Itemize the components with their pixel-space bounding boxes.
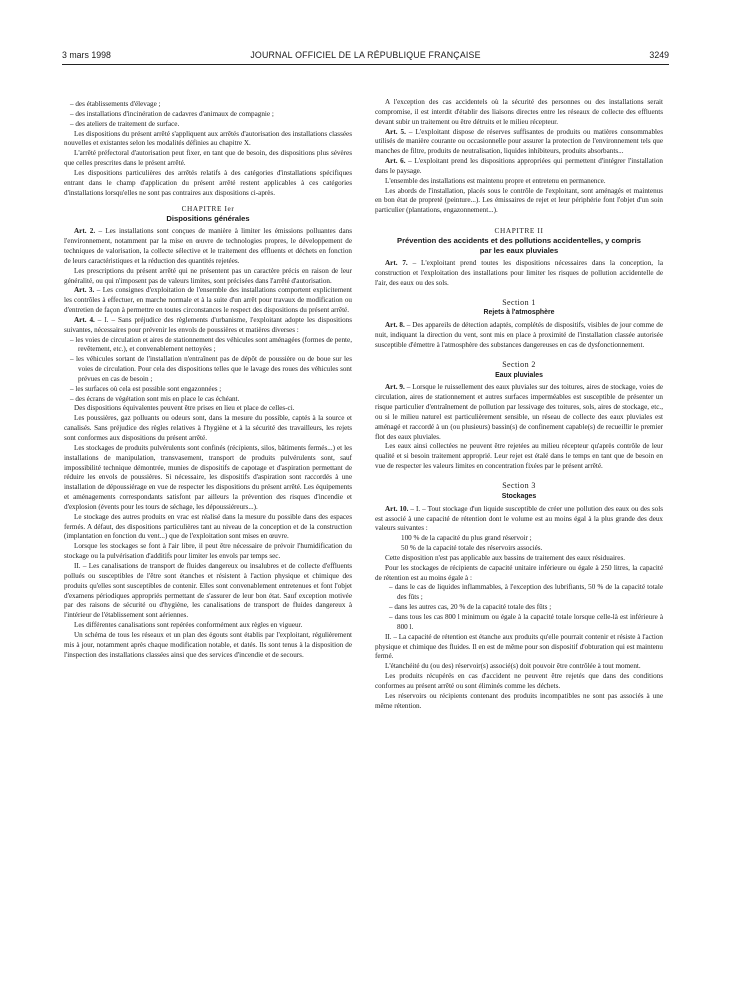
paragraph: Les dispositions particulières des arrêtés relatifs à des catégories d'installations spécifiques entrant dans le champ d'application du présent arrêté restent applicables à ces catégories d'installations lorsqu'elles ne sont pas contraires aux dispositions ci-après. xyxy=(64,168,352,197)
paragraph: Les eaux ainsi collectées ne peuvent être rejetées au milieu récepteur qu'après contrôle de leur qualité et si besoin traitement approprié. Leur rejet est étalé dans le temps en tant que de besoin en vue de respecter les valeurs limites en concentration fixées par le présent arrêté. xyxy=(375,442,663,471)
article-text: – I. – Sans préjudice des règlements d'urbanisme, l'exploitant adopte les dispositions suivantes, nécessaires pour prévenir les envols de poussières et matières diverses : xyxy=(64,315,352,334)
header-journal-title: JOURNAL OFFICIEL DE LA RÉPUBLIQUE FRANÇAISE xyxy=(250,50,481,60)
paragraph: Les stockages de produits pulvérulents sont confinés (récipients, silos, bâtiments fermés...) et les installations de manipulation, transvasement, transport de produits pulvérulents sont, sauf impossibilité technique démontrée, munies de dispositifs de capotage et d'aspiration permettant de réduire les envols de poussières. Si nécessaire, les dispositifs d'aspiration sont raccordés à une installation de dépoussiérage en vue de respecter les dispositions du présent arrêté. Les équipements et aménagements correspondants satisfont par ailleurs la prévention des risques d'incendie et d'explosion (évents pour les tours de séchage, les dépoussiéreurs...). xyxy=(64,443,352,511)
page-header xyxy=(62,48,669,65)
percentage-item: 100 % de la capacité du plus grand réservoir ; xyxy=(401,534,532,543)
section-heading: Section 3 xyxy=(502,481,536,490)
chapter-heading: CHAPITRE Ier xyxy=(181,204,235,214)
article-text: – L'exploitant prend toutes les dispositions nécessaires dans la conception, la construction et l'exploitation des installations pour limiter les risques de pollution accidentelle de l'air, des eaux ou des sols. xyxy=(375,258,663,287)
article-text: – Les consignes d'exploitation de l'ensemble des installations comportent explicitement les contrôles à effectuer, en marche normale et à la suite d'un arrêt pour travaux de modification ou d'entretien de façon à permettre en toutes circonstances le respect des dispositions du présent arrêté. xyxy=(64,286,352,315)
paragraph: A l'exception des cas accidentels où la sécurité des personnes ou des installations serait compromise, il est interdit d'établir des liaisons directes entre les réseaux de collecte des effluents devant subir un traitement ou être détruits et le milieu récepteur. xyxy=(375,98,663,126)
header-date: 3 mars 1998 xyxy=(62,50,111,60)
article-text: – I. – Tout stockage d'un liquide susceptible de créer une pollution des eaux ou des sols est associé à une capacité de rétention dont le volume est au moins égal à la plus grande des deux valeurs suivantes : xyxy=(375,504,664,533)
section-title: Stockages xyxy=(501,492,537,500)
paragraph: Lorsque les stockages se font à l'air libre, il peut être nécessaire de prévoir l'humidification du stockage ou la pulvérisation d'additifs pour limiter les envols par temps sec. xyxy=(64,542,352,561)
article-text: – L'exploitant prend les dispositions appropriées qui permettent d'intégrer l'installation dans le paysage. xyxy=(375,157,663,175)
article-text: – Les installations sont conçues de manière à limiter les émissions polluantes dans l'environnement, notamment par la mise en œuvre de technologies propres, le développement de techniques de valorisation, la collecte sélective et le traitement des effluents et déchets en fonction de leurs caractéristiques et la réduction des quantités rejetées. xyxy=(64,227,352,265)
article-2 xyxy=(64,227,352,266)
article-label: Art. 4. xyxy=(74,315,95,324)
chapter-heading: CHAPITRE II xyxy=(494,226,544,236)
article-label: Art. 7. xyxy=(385,258,408,267)
section-heading: Section 1 xyxy=(502,297,536,307)
paragraph: L'étanchéité du (ou des) réservoir(s) associé(s) doit pouvoir être contrôlée à tout moment. xyxy=(385,662,641,671)
right-column xyxy=(375,98,663,711)
article-9 xyxy=(375,383,663,442)
article-3 xyxy=(64,286,352,316)
article-8 xyxy=(375,321,663,351)
paragraph: Les prescriptions du présent arrêté qui ne présentent pas un caractère précis en raison de leur généralité, ou qui n'imposent pas de valeurs limites, sont précisées dans l'arrêté d'autorisation. xyxy=(64,266,352,285)
bullet-item: – les surfaces où cela est possible sont engazonnées ; xyxy=(70,384,222,393)
article-7 xyxy=(375,259,663,289)
article-label: Art. 5. xyxy=(385,127,406,136)
paragraph: Un schéma de tous les réseaux et un plan des égouts sont établis par l'exploitant, régulièrement mis à jour, notamment après chaque modification notable, et datés. Ils sont tenus à la disposition de l'inspection des installations classées ainsi que des services d'incendie et de secours. xyxy=(64,630,352,659)
paragraph: L'arrêté préfectoral d'autorisation peut fixer, en tant que de besoin, des dispositions plus sévères que celles prescrites dans le présent arrêté. xyxy=(64,149,352,168)
percentage-item: 50 % de la capacité totale des réservoirs associés. xyxy=(401,544,543,553)
left-column xyxy=(64,100,352,660)
chapter-title: Dispositions générales xyxy=(166,214,250,224)
bullet-item: – dans tous les cas 800 l minimum ou égale à la capacité totale lorsque celle-là est inférieure à 800 l. xyxy=(389,612,663,631)
bullet-elevage: – des établissements d'élevage ; xyxy=(70,100,161,108)
section-heading: Section 2 xyxy=(502,359,536,369)
paragraph: Cette disposition n'est pas applicable aux bassins de traitement des eaux résiduaires. xyxy=(385,553,626,562)
paragraph: II. – La capacité de rétention est étanche aux produits qu'elle pourrait contenir et résiste à l'action physique et chimique des fluides. Il en est de même pour son dispositif d'obturation qui est maintenu fermé. xyxy=(375,632,663,661)
article-label: Art. 2. xyxy=(74,227,96,236)
article-text: – L'exploitant dispose de réserves suffisantes de produits ou matières consommables utilisés de manière courante ou occasionnelle pour assurer la protection de l'environnement tels que manches de filtre, produits de neutralisation, liquides inhibiteurs, produits absorbants... xyxy=(375,127,663,156)
article-10 xyxy=(375,505,663,535)
article-text: – Des appareils de détection adaptés, complétés de dispositifs, visibles de jour comme de nuit, indiquant la direction du vent, sont mis en place à proximité de l'installation classée autorisée susceptible d'émettre à l'atmosphère des substances dangereuses en cas de dysfonctionnement. xyxy=(375,321,663,349)
paragraph: Des dispositions équivalentes peuvent être prises en lieu et place de celles-ci. xyxy=(74,404,295,413)
bullet-item: – dans le cas de liquides inflammables, à l'exception des lubrifiants, 50 % de la capacité totale des fûts ; xyxy=(389,583,663,602)
article-label: Art. 10. xyxy=(385,504,409,513)
article-label: Art. 9. xyxy=(385,383,405,392)
paragraph: Le stockage des autres produits en vrac est réalisé dans la mesure du possible dans des espaces fermés. A défaut, des dispositions particulières tant au niveau de la conception et de la construction (implantation en fonction du vent...) que de l'exploitation sont mises en œuvre. xyxy=(64,512,352,541)
article-label: Art. 8. xyxy=(385,321,405,330)
article-label: Art. 6. xyxy=(385,157,406,166)
paragraph: Les différentes canalisations sont repérées conformément aux règles en vigueur. xyxy=(74,621,303,630)
section-title: Eaux pluviales xyxy=(495,371,543,379)
bullet-ateliers: – des ateliers de traitement de surface. xyxy=(70,119,180,128)
article-text: – Lorsque le ruissellement des eaux pluviales sur des toitures, aires de stockage, voies de circulation, aires de stationnement et autres surfaces imperméables est susceptible de présenter un risque particulier d'entraînement de pollution par lessivage des toitures, sols, aires de stockage, etc., ou si le milieu naturel est particulièrement sensible, un réseau de collecte des eaux pluviales est aménagé et raccordé à un (ou plusieurs) bassin(s) de confinement capable(s) de recueillir le premier flot des eaux pluviales. xyxy=(375,383,663,441)
header-page-number: 3249 xyxy=(649,50,669,60)
bullet-item: – dans les autres cas, 20 % de la capacité totale des fûts ; xyxy=(389,603,552,612)
paragraph: II. – Les canalisations de transport de fluides dangereux ou insalubres et de collecte d'effluents pollués ou susceptibles de l'être sont étanches et résistent à l'action physique et chimique des produits qu'elles sont susceptibles de contenir. Elles sont convenablement entretenues et font l'objet d'examens périodiques appropriés permettant de s'assurer de leur bon état. Sauf exception motivée par des raisons de sécurité ou d'hygiène, les canalisations de transport de fluides dangereux à l'intérieur de l'établissement sont aériennes. xyxy=(64,561,352,620)
paragraph: Les dispositions du présent arrêté s'appliquent aux arrêtés d'autorisation des installations classées nouvelles et existantes selon les modalités définies au chapitre X. xyxy=(64,129,352,148)
paragraph: Les abords de l'installation, placés sous le contrôle de l'exploitant, sont aménagés et maintenus en bon état de propreté (peinture...). Les émissaires de rejet et leur périphérie font l'objet d'un soin particulier (plantations, engazonnement...). xyxy=(375,186,663,215)
chapter-title: Prévention des accidents et des pollutions accidentelles, y compris par les eaux pluviales xyxy=(397,235,641,255)
paragraph: Les poussières, gaz polluants ou odeurs sont, dans la mesure du possible, captés à la source et canalisés. Sans préjudice des règles relatives à l'hygiène et à la sécurité des travailleurs, les rejets sont conformes aux dispositions du présent arrêté. xyxy=(64,414,352,442)
article-5 xyxy=(375,128,663,158)
bullet-item: – les voies de circulation et aires de stationnement des véhicules sont aménagées (formes de pente, revêtement, etc.), et convenablement nettoyées ; xyxy=(70,335,352,354)
article-label: Art. 3. xyxy=(74,286,95,295)
bullet-item: – des écrans de végétation sont mis en place le cas échéant. xyxy=(70,394,240,403)
article-4 xyxy=(64,316,352,336)
paragraph: Les produits récupérés en cas d'accident ne peuvent être rejetés que dans des conditions conformes au présent arrêté ou sont éliminés comme les déchets. xyxy=(375,672,663,690)
paragraph: Les réservoirs ou récipients contenant des produits incompatibles ne sont pas associés à une même rétention. xyxy=(375,691,663,710)
paragraph: L'ensemble des installations est maintenu propre et entretenu en permanence. xyxy=(385,176,606,185)
article-6 xyxy=(375,157,663,177)
section-title: Rejets à l'atmosphère xyxy=(483,309,555,317)
bullet-item: – les véhicules sortant de l'installation n'entraînent pas de dépôt de poussière ou de boue sur les voies de circulation. Pour cela des dispositions telles que le lavage des roues des véhicules sont prévues en cas de besoin ; xyxy=(70,355,352,383)
bullet-incineration: – des installations d'incinération de cadavres d'animaux de compagnie ; xyxy=(70,109,274,118)
paragraph: Pour les stockages de récipients de capacité unitaire inférieure ou égale à 250 litres, la capacité de rétention est au moins égale à : xyxy=(375,563,663,582)
